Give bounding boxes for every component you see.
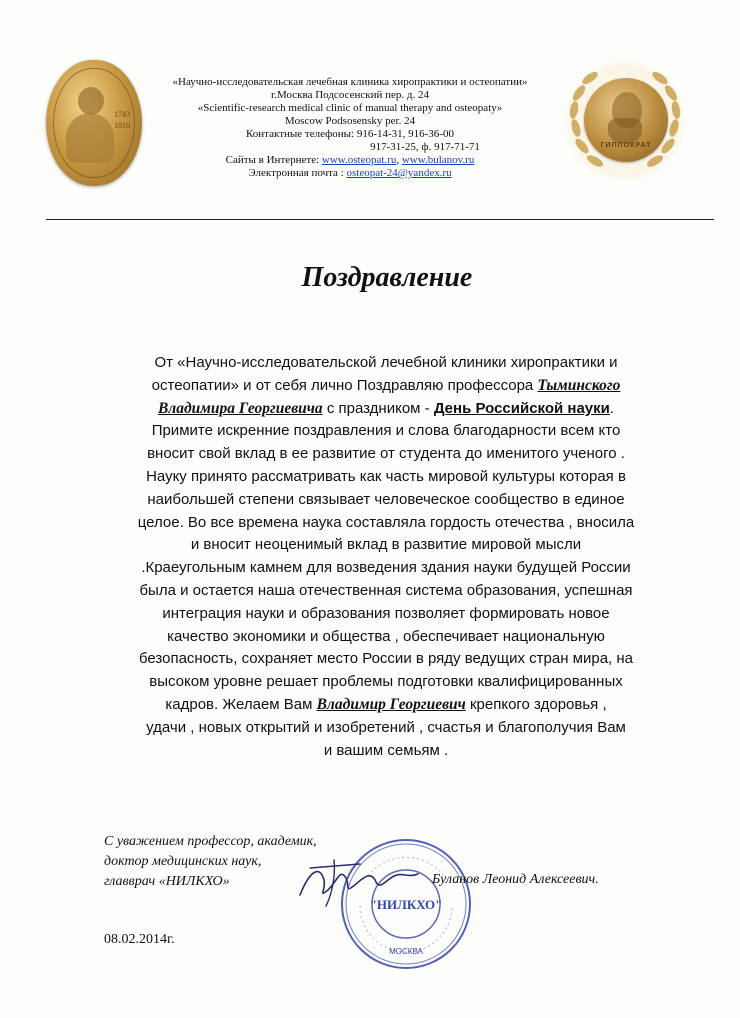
body-line: вносит свой вклад в ее развитие от студента до именитого ученого .	[147, 445, 625, 463]
body-line: кадров. Желаем Вам Владимир Георгиевич крепкого здоровья ,	[165, 695, 607, 713]
body-line: Примите искренние поздравления и слова благодарности всем кто	[151, 422, 621, 440]
letterhead	[150, 76, 550, 180]
websites-line: Сайты в Интернете: www.osteopat.ru, www.bulanov.ru	[225, 154, 475, 166]
address-en: Moscow Podsosensky per. 24	[284, 115, 416, 127]
body-line: .Краеугольным камнем для возведения здания науки будущей России	[141, 559, 631, 577]
recipient-surname: Тыминского	[537, 376, 621, 394]
body-line: качество экономики и общества , обеспечивает национальную	[167, 627, 605, 645]
body-line: и вносит неоценимый вклад в развитие мировой мысли	[190, 536, 582, 554]
letter-body	[96, 352, 676, 762]
medal-years: 1743 1810	[114, 110, 130, 130]
regards-line: С уважением профессор, академик,	[104, 834, 317, 849]
recipient-name: Владимира Георгиевича	[157, 399, 323, 417]
recipient-name-wish: Владимир Георгиевич	[316, 695, 466, 713]
stamp-city-text: МОСКВА	[389, 947, 423, 956]
site-bulanov-link[interactable]: www.bulanov.ru	[401, 154, 475, 166]
body-line: была и остается наша отечественная система образования, успешная	[139, 581, 633, 599]
body-line: От «Научно-исследовательской лечебной клиники хиропрактики и	[154, 354, 618, 371]
body-line: интеграция науки и образования позволяет формировать новое	[162, 604, 610, 622]
sender-name: Буланов Леонид Алексеевич.	[432, 872, 599, 887]
clinic-name-ru: «Научно-исследовательская лечебная клиника хиропрактики и остеопатии»	[172, 76, 528, 88]
body-line: Науку принято рассматривать как часть мировой культуры которая в	[146, 467, 626, 485]
left-medal-logo	[46, 60, 142, 186]
body-line: и вашим семьям .	[323, 741, 449, 759]
body-line: наибольшей степени связывает человеческое сообщество в единое	[147, 490, 625, 508]
letter-date: 08.02.2014г.	[104, 932, 175, 947]
medal-legend: ГИППОКРАТ	[600, 142, 652, 149]
body-line: остеопатии» и от себя лично Поздравляю профессора Тыминского	[151, 376, 621, 394]
holiday-name: День Российской науки	[433, 399, 610, 417]
right-medal-logo	[562, 58, 688, 184]
phones-line-2: 917-31-25, ф. 917-71-71	[370, 141, 480, 153]
stamp-center-text: "НИЛКХО"	[369, 897, 443, 912]
email-link[interactable]: osteopat-24@yandex.ru	[346, 167, 452, 179]
page-title: Поздравление	[301, 262, 473, 293]
email-line: Электронная почта : osteopat-24@yandex.ru	[248, 167, 452, 179]
phones-line-1: Контактные телефоны: 916-14-31, 916-36-00	[246, 128, 454, 140]
site-osteopat-link[interactable]: www.osteopat.ru	[321, 154, 397, 166]
body-line: Владимира Георгиевича с праздником - День Российской науки.	[157, 399, 615, 417]
address-ru: г.Москва Подсосенский пер. д. 24	[271, 89, 429, 101]
body-line: высоком уровне решает проблемы подготовки квалифицированных	[149, 673, 623, 691]
body-line: безопасность, сохраняет место России в ряду ведущих стран мира, на	[138, 650, 634, 668]
body-line: удачи , новых открытий и изобретений , счастья и благополучия Вам	[146, 718, 626, 736]
header-divider	[46, 219, 714, 220]
clinic-name-en: «Scientific-research medical clinic of manual therapy and osteopaty»	[197, 102, 503, 114]
position-line: главврач «НИЛКХО»	[104, 874, 230, 889]
body-line: целое. Во все времена наука составляла гордость отечества , вносила	[137, 513, 635, 531]
degree-line: доктор медицинских наук,	[104, 854, 262, 869]
handwritten-signature-icon	[290, 850, 440, 910]
